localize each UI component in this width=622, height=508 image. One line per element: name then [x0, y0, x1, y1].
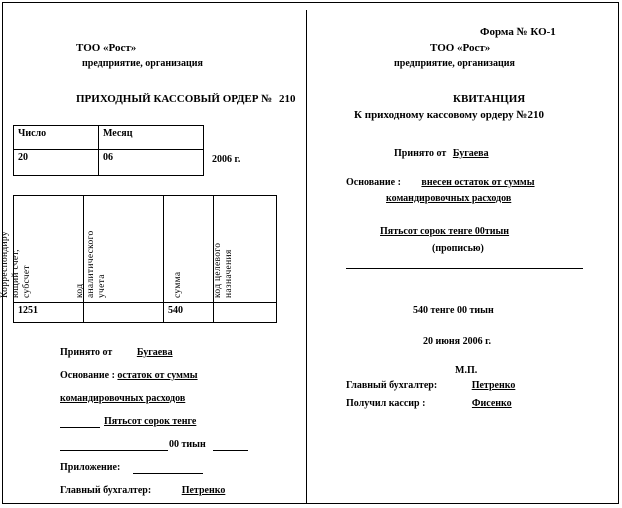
cell-corr-account: 1251: [14, 303, 84, 323]
form-number: Форма № КО-1: [480, 26, 556, 38]
order-year: 2006 г.: [212, 154, 241, 165]
left-basis-value-2: командировочных расходов: [60, 393, 186, 404]
left-chief-accountant-label: Главный бухгалтер:: [60, 485, 152, 496]
right-chief-accountant: [346, 380, 539, 391]
cell-purpose-code: [214, 303, 277, 323]
right-basis-value-1: внесен остаток от суммы: [421, 177, 535, 188]
appendix-line: [133, 473, 203, 474]
col-analytics-code-label: код аналитического учета: [74, 230, 107, 298]
right-cashier: [346, 398, 552, 409]
date-table: [13, 125, 204, 176]
cell-analytics-code: [84, 303, 164, 323]
left-amount-words: Пятьсот сорок тенге: [104, 416, 197, 427]
left-org-caption: предприятие, организация: [82, 58, 203, 69]
right-received-from-value: Бугаева: [452, 148, 489, 159]
amount-tiyn-leading-line: [60, 450, 168, 451]
stamp-place: М.П.: [455, 365, 478, 376]
col-purpose-code: [214, 196, 277, 303]
date-value-month: 06: [99, 150, 204, 176]
amount-words-leading-line: [60, 427, 100, 428]
col-corr-account: [0, 196, 84, 303]
right-basis-value-2: командировочных расходов: [386, 193, 512, 204]
tear-line: [306, 10, 307, 504]
right-amount-words: Пятьсот сорок тенге 00тиын: [380, 226, 510, 237]
left-basis: [60, 370, 198, 381]
right-chief-accountant-value: Петренко: [471, 380, 516, 391]
left-appendix-label: Приложение:: [60, 462, 121, 473]
right-received-from: [394, 148, 513, 159]
right-org-name: ТОО «Рост»: [430, 42, 491, 54]
date-header-month: Месяц: [99, 126, 204, 150]
left-amount-tiyn: 00 тиын: [169, 439, 206, 450]
right-amount-digits: 540 тенге 00 тиын: [413, 305, 494, 316]
left-basis-label: Основание :: [60, 370, 115, 381]
right-chief-accountant-label: Главный бухгалтер:: [346, 380, 438, 391]
left-received-from-label: Принято от: [60, 347, 113, 358]
right-received-from-label: Принято от: [394, 148, 447, 159]
col-purpose-code-label: код целевого назначения: [213, 242, 234, 298]
col-sum-label: сумма: [172, 271, 183, 298]
left-org-name: ТОО «Рост»: [76, 42, 137, 54]
right-org-caption: предприятие, организация: [394, 58, 515, 69]
date-value-day: 20: [14, 150, 99, 176]
right-cashier-label: Получил кассир :: [346, 398, 426, 409]
left-chief-accountant-value: Петренко: [181, 485, 226, 496]
amount-tiyn-trailing-line: [213, 450, 248, 451]
order-title-text: ПРИХОДНЫЙ КАССОВЫЙ ОРДЕР №: [76, 93, 273, 105]
left-basis-value-1: остаток от суммы: [117, 370, 198, 381]
col-corr-account-label: Корреспондиру ющий счет, субсчет: [0, 231, 32, 298]
date-header-day: Число: [14, 126, 99, 150]
col-sum: [164, 196, 214, 303]
right-amount-caption: (прописью): [432, 243, 484, 254]
accounts-table: [0, 195, 277, 323]
left-received-from-value: Бугаева: [136, 347, 173, 358]
right-basis-label: Основание :: [346, 177, 401, 188]
left-received-from: [60, 347, 173, 358]
col-analytics-code: [74, 196, 164, 303]
cell-sum: 540: [164, 303, 214, 323]
order-title: [76, 93, 296, 105]
receipt-subtitle: К приходному кассовому ордеру №210: [354, 109, 544, 121]
right-basis: [346, 177, 535, 188]
left-chief-accountant: [60, 485, 251, 496]
right-date: 20 июня 2006 г.: [423, 336, 491, 347]
right-cashier-value: Фисенко: [471, 398, 512, 409]
order-number: 210: [279, 93, 296, 105]
receipt-title: КВИТАНЦИЯ: [453, 93, 526, 105]
amount-blank-line: [346, 268, 583, 269]
